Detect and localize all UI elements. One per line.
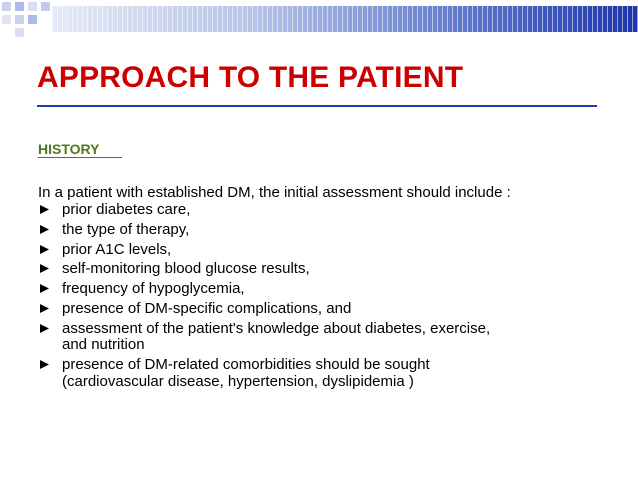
- list-item: [38, 222, 608, 239]
- bullet-list: [38, 202, 608, 393]
- bullet-text: prior A1C levels,: [62, 240, 172, 258]
- bullet-arrow-icon: [40, 225, 49, 234]
- bullet-text: frequency of hypoglycemia,: [62, 280, 245, 298]
- bullet-text: assessment of the patient's knowledge about diabetes, exercise,: [62, 319, 491, 337]
- section-heading: HISTORY: [38, 141, 104, 157]
- header-gradient-bar: [52, 6, 638, 32]
- bullet-text: self-monitoring blood glucose results,: [62, 260, 310, 278]
- bullet-text: presence of DM-specific complications, and: [62, 299, 352, 317]
- list-item: [38, 261, 608, 278]
- list-item: [38, 357, 608, 390]
- bullet-text: prior diabetes care,: [62, 201, 191, 218]
- bullet-arrow-icon: [40, 264, 49, 273]
- list-item: [38, 321, 608, 354]
- slide-title: APPROACH TO THE PATIENT: [37, 61, 464, 94]
- list-item: [38, 301, 608, 318]
- list-item: [38, 242, 608, 259]
- bullet-arrow-icon: [40, 304, 49, 313]
- bullet-text: and nutrition: [62, 336, 145, 354]
- bullet-arrow-icon: [40, 205, 49, 214]
- intro-text: In a patient with established DM, the initial assessment should include :: [38, 184, 511, 201]
- bullet-arrow-icon: [40, 324, 49, 333]
- list-item: [38, 202, 608, 219]
- bullet-arrow-icon: [40, 245, 49, 254]
- title-underline: [37, 105, 597, 107]
- bullet-arrow-icon: [40, 360, 49, 369]
- list-item: [38, 281, 608, 298]
- section-heading-underline: [38, 157, 122, 158]
- bullet-text: (cardiovascular disease, hypertension, dyslipidemia ): [62, 372, 414, 390]
- decorative-squares: [0, 0, 60, 40]
- bullet-arrow-icon: [40, 284, 49, 293]
- bullet-text: the type of therapy,: [62, 220, 190, 238]
- bullet-text: presence of DM-related comorbidities should be sought: [62, 356, 430, 374]
